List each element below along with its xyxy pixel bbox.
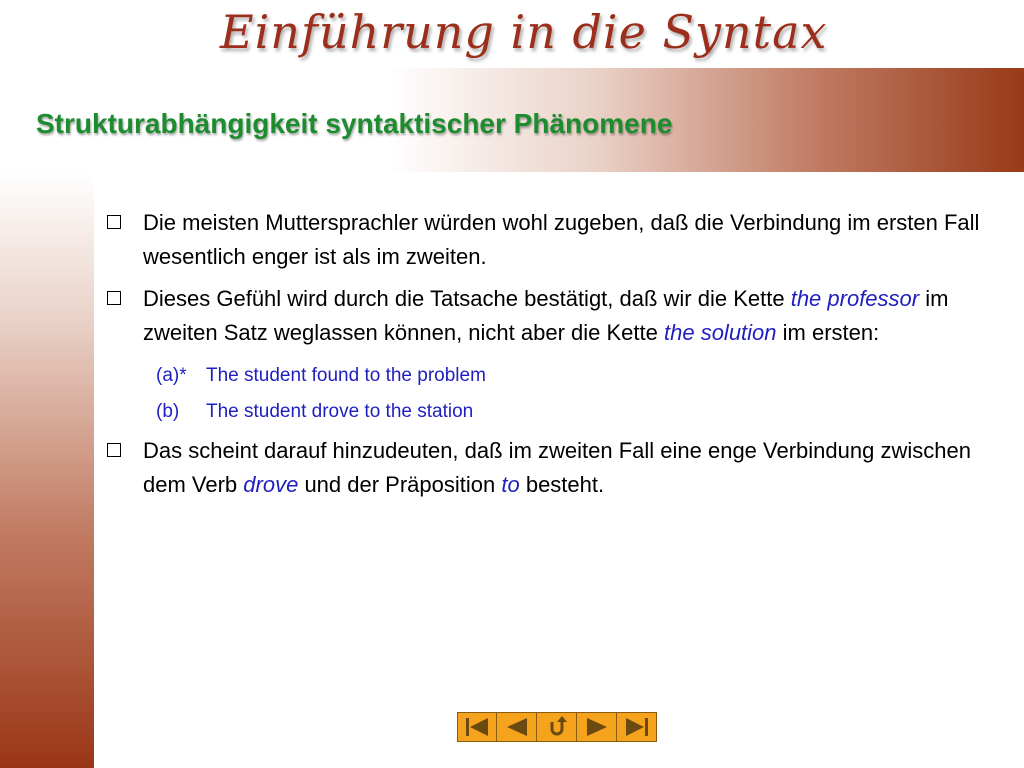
example-label: (a)* xyxy=(156,365,187,386)
slide-content xyxy=(104,206,984,510)
emphasized-phrase: the solution xyxy=(664,320,777,345)
first-slide-button[interactable] xyxy=(457,712,497,742)
example-text: The student found to the problem xyxy=(206,365,486,386)
slide-title: Strukturabhängigkeit syntaktischer Phänomene xyxy=(36,108,673,139)
slide-navigation xyxy=(457,712,661,742)
emphasized-phrase: drove xyxy=(243,472,299,497)
bullet-text-part: Dieses Gefühl wird durch die Tatsache bestätigt, daß wir die Kette xyxy=(143,286,791,311)
last-slide-icon xyxy=(623,716,651,738)
checkbox-bullet-icon xyxy=(107,443,121,457)
last-slide-button[interactable] xyxy=(617,712,657,742)
banner-title: Einführung in die Syntax xyxy=(220,5,828,59)
bullet-text-part: im ersten: xyxy=(776,320,880,345)
return-button[interactable] xyxy=(537,712,577,742)
next-slide-button[interactable] xyxy=(577,712,617,742)
checkbox-bullet-icon xyxy=(107,291,121,305)
bullet-text: Die meisten Muttersprachler würden wohl zugeben, daß die Verbindung im ersten Fall wesentlich enger ist als im zweiten. xyxy=(143,210,980,269)
next-slide-icon xyxy=(583,716,611,738)
bullet-text-part: im zweiten Satz weglassen können, nicht aber die Kette xyxy=(143,286,949,345)
first-slide-icon xyxy=(463,716,491,738)
bullet-item xyxy=(104,434,984,502)
bullet-item xyxy=(104,282,984,350)
example-sentence xyxy=(104,358,984,394)
example-text: The student drove to the station xyxy=(206,401,474,422)
bullet-text-part: Das scheint darauf hinzudeuten, daß im zweiten Fall eine enge Verbindung zwischen dem Verb xyxy=(143,438,971,497)
emphasized-phrase: to xyxy=(501,472,520,497)
checkbox-bullet-icon xyxy=(107,215,121,229)
example-label: (b) xyxy=(156,401,180,422)
bullet-text-part: und der Präposition xyxy=(298,472,502,497)
return-icon xyxy=(543,716,571,738)
bullet-text-part: besteht. xyxy=(519,472,605,497)
previous-slide-icon xyxy=(503,716,531,738)
emphasized-phrase: the professor xyxy=(790,286,920,311)
previous-slide-button[interactable] xyxy=(497,712,537,742)
left-decor-bar xyxy=(0,172,94,768)
bullet-item xyxy=(104,206,984,274)
example-sentence xyxy=(104,394,984,430)
